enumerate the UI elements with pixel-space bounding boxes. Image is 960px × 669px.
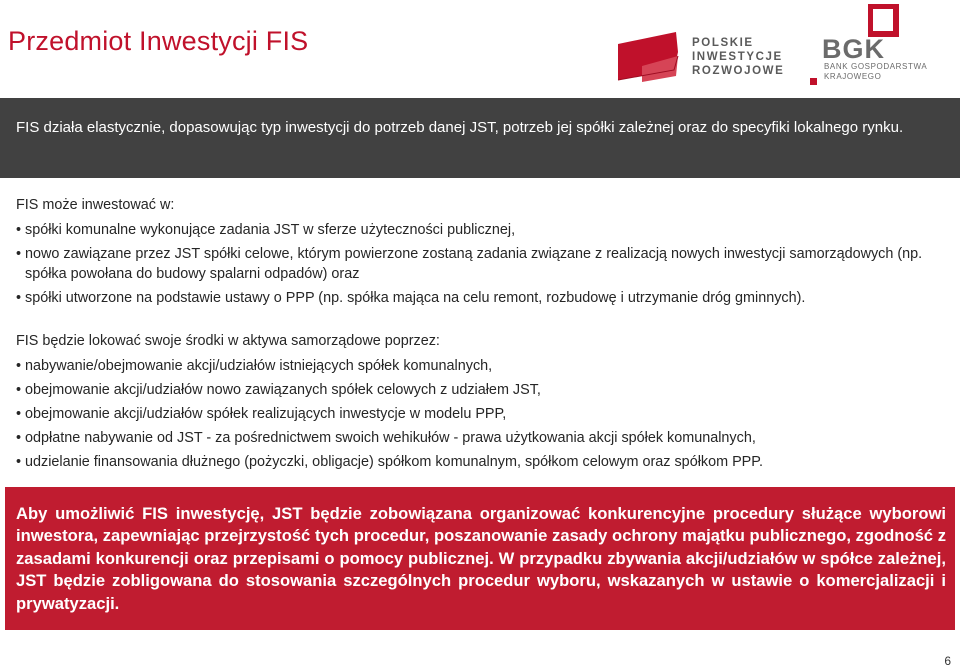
allocate-section	[16, 331, 946, 476]
bgk-logo	[806, 0, 960, 92]
list-item: • obejmowanie akcji/udziałów nowo zawiązanych spółek celowych z udziałem JST,	[16, 380, 946, 400]
page-number: 6	[944, 654, 951, 668]
page-title: Przedmiot Inwestycji FIS	[8, 26, 309, 56]
list-item: • spółki utworzone na podstawie ustawy o PPP (np. spółka mająca na celu remont, rozbudowę i utrzymanie dróg gminnych).	[16, 288, 946, 308]
bgk-dot-icon	[810, 78, 820, 88]
allocate-heading: FIS będzie lokować swoje środki w aktywa samorządowe poprzez:	[16, 333, 440, 349]
invest-in-heading: FIS może inwestować w:	[16, 197, 175, 213]
list-item: • spółki komunalne wykonujące zadania JST w sferze użyteczności publicznej,	[16, 220, 946, 240]
intro-banner	[0, 98, 960, 178]
list-item: • nowo zawiązane przez JST spółki celowe, którym powierzone zostaną zadania związane z realizacją nowych inwestycji samorządowych (np. spółka powołana do budowy spalarni odpadów) oraz	[16, 244, 946, 284]
bgk-subtitle: BANK GOSPODARSTWA KRAJOWEGO	[824, 62, 928, 81]
list-item: • udzielanie finansowania dłużnego (pożyczki, obligacje) spółkom komunalnym, spółkom celowym oraz spółkom PPP.	[16, 452, 946, 472]
list-item: • odpłatne nabywanie od JST - za pośrednictwem swoich wehikułów - prawa użytkowania akcji spółek komunalnych,	[16, 428, 946, 448]
bgk-title: BGK	[822, 34, 885, 64]
pir-logo	[612, 26, 788, 92]
list-item: • obejmowanie akcji/udziałów spółek realizujących inwestycje w modelu PPP,	[16, 404, 946, 424]
list-item: • nabywanie/obejmowanie akcji/udziałów istniejących spółek komunalnych,	[16, 356, 946, 376]
pir-flag-icon	[612, 26, 684, 92]
intro-text: FIS działa elastycznie, dopasowując typ inwestycji do potrzeb danej JST, potrzeb jej spółki zależnej oraz do specyfiki lokalnego rynku.	[16, 119, 904, 136]
notice-text: Aby umożliwić FIS inwestycję, JST będzie zobowiązana organizować konkurencyjne procedury służące wyborowi inwestora, zapewniając przejrzystość tych procedur, poszanowanie zasady ochrony majątku publicznego, zgodność z zasadami konkurencji oraz przepisami o pomocy publicznej. W przypadku zbywania akcji/udziałów w spółce zależnej, JST będzie zobligowana do stosowania szczególnych procedur wyboru, wskazanych w ustawie o komercjalizacji i prywatyzacji.	[16, 504, 946, 613]
pir-logo-text: POLSKIE INWESTYCJE ROZWOJOWE	[692, 37, 785, 77]
invest-in-section	[16, 195, 946, 312]
